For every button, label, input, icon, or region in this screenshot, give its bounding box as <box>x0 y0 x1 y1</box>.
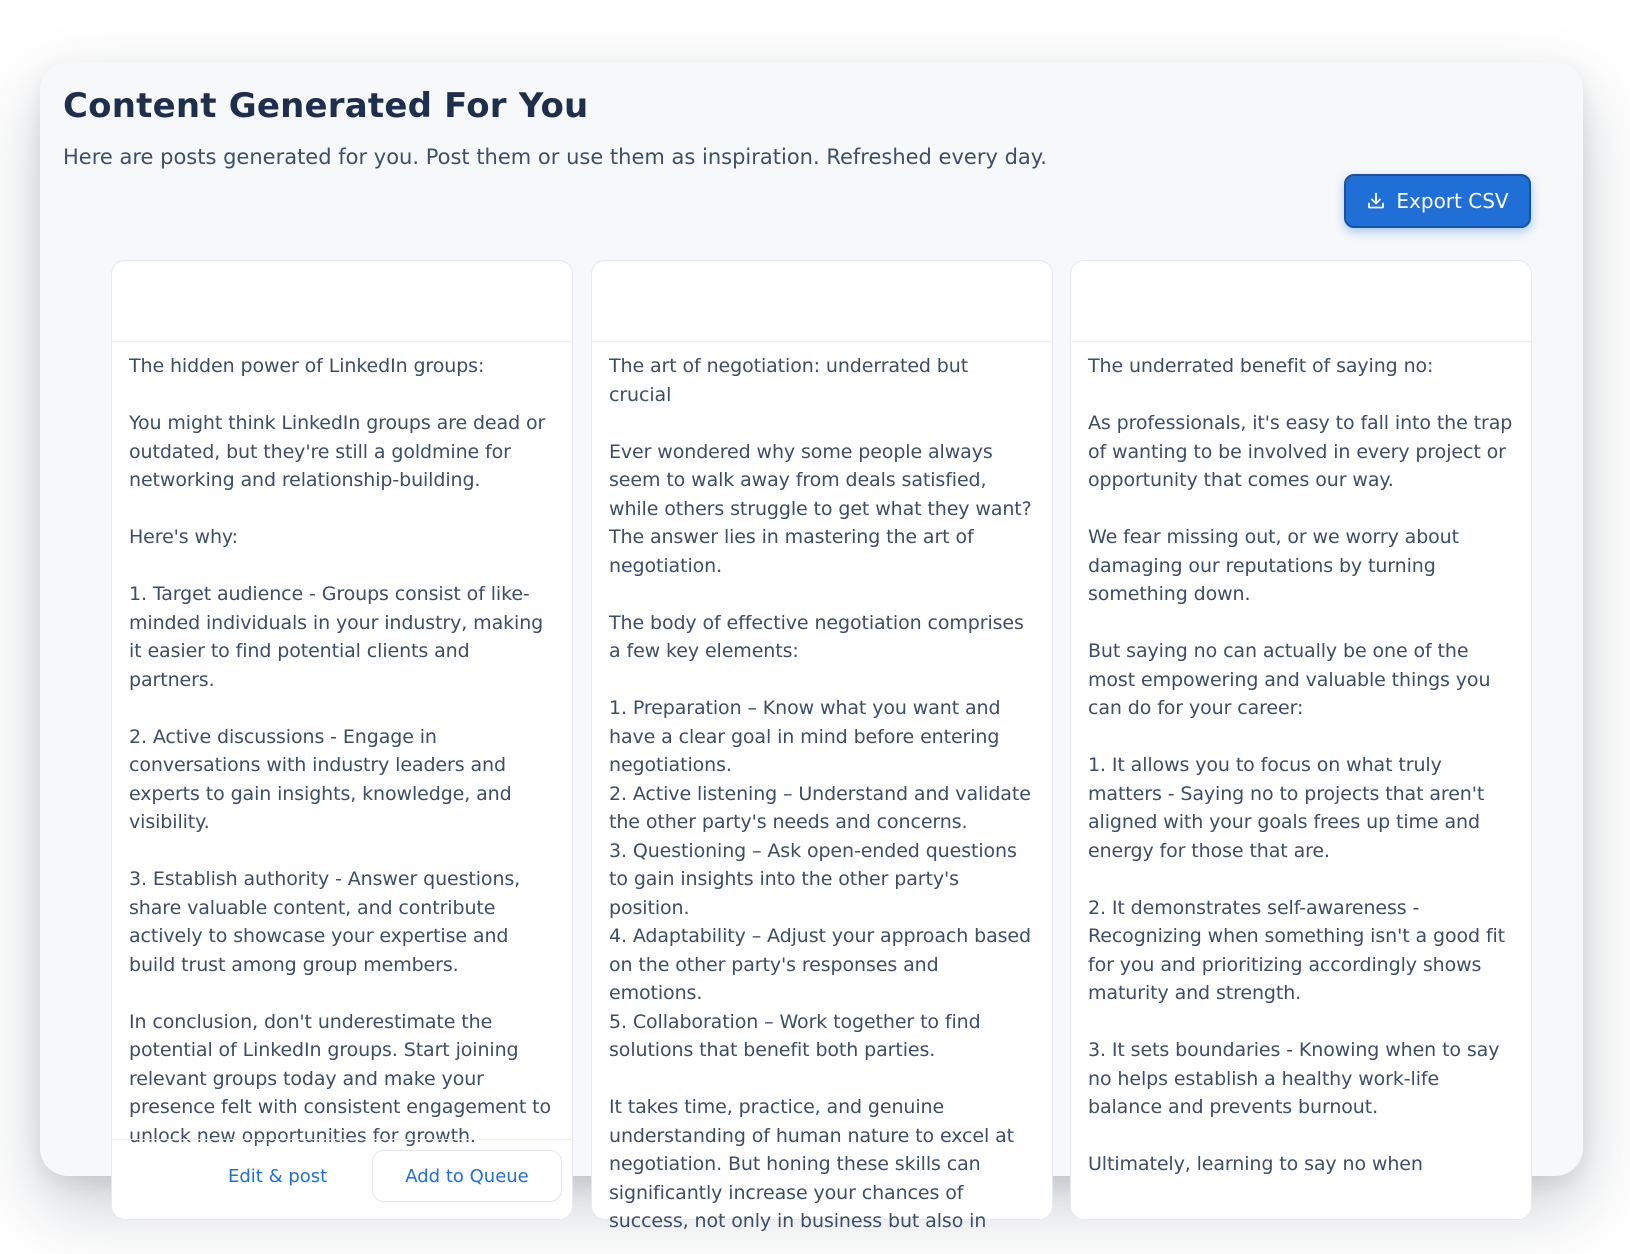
add-to-queue-button[interactable]: Add to Queue <box>372 1150 562 1202</box>
post-card <box>111 260 573 1220</box>
card-header <box>112 261 572 342</box>
post-text: The underrated benefit of saying no: As professionals, it's easy to fall into the trap of wanting to be involved in every project or opportunity that comes our way. We fear missing out, or we worry about damaging our reputations by turning something down. But saying no can actually be one of the most empowering and valuable things you can do for your career: 1. It allows you to focus on what truly matters - Saying no to projects that aren't aligned with your goals frees up time and energy for those that are. 2. It demonstrates self-awareness - Recognizing when something isn't a good fit for you and prioritizing accordingly shows maturity and strength. 3. It sets boundaries - Knowing when to say no helps establish a healthy work-life balance and prevents burnout. Ultimately, learning to say no when <box>1088 355 1513 1175</box>
card-footer <box>112 1139 572 1220</box>
post-text: The hidden power of LinkedIn groups: You might think LinkedIn groups are dead or outdated, but they're still a goldmine for networking and relationship-building. Here's why: 1. Target audience - Groups consist of like-minded individuals in your industry, making it easier to find potential clients and partners. 2. Active discussions - Engage in conversations with industry leaders and experts to gain insights, knowledge, and visibility. 3. Establish authority - Answer questions, share valuable content, and contribute actively to showcase your expertise and build trust among group members. In conclusion, don't underestimate the potential of LinkedIn groups. Start joining relevant groups today and make your presence felt with consistent engagement to unlock new opportunities for growth. <box>129 355 551 1147</box>
post-card <box>1070 260 1532 1220</box>
card-header <box>1071 261 1531 342</box>
card-header <box>592 261 1052 342</box>
post-text: The art of negotiation: underrated but crucial Ever wondered why some people always seem to walk away from deals satisfied, while others struggle to get what they want? The answer lies in mastering the art of negotiation. The body of effective negotiation comprises a few key elements: 1. Preparation – Know what you want and have a clear goal in mind before entering negotiations. 2. Active listening – Understand and validate the other party's needs and concerns. 3. Questioning – Ask open-ended questions to gain insights into the other party's position. 4. Adaptability – Adjust your approach based on the other party's responses and emotions. 5. Collaboration – Work together to find solutions that benefit both parties. It takes time, practice, and genuine understanding of human nature to excel at negotiation. But honing these skills can significantly increase your chances of success, not only in business but also in <box>609 355 1032 1232</box>
post-card <box>591 260 1053 1232</box>
page-title: Content Generated For You <box>63 86 589 126</box>
download-icon <box>1366 191 1386 211</box>
app-window <box>40 62 1583 1232</box>
export-csv-label: Export CSV <box>1396 189 1509 213</box>
export-csv-button[interactable] <box>1344 174 1531 228</box>
page-subtitle: Here are posts generated for you. Post them or use them as inspiration. Refreshed every day. <box>63 145 1047 169</box>
edit-post-button[interactable]: Edit & post <box>228 1166 328 1187</box>
